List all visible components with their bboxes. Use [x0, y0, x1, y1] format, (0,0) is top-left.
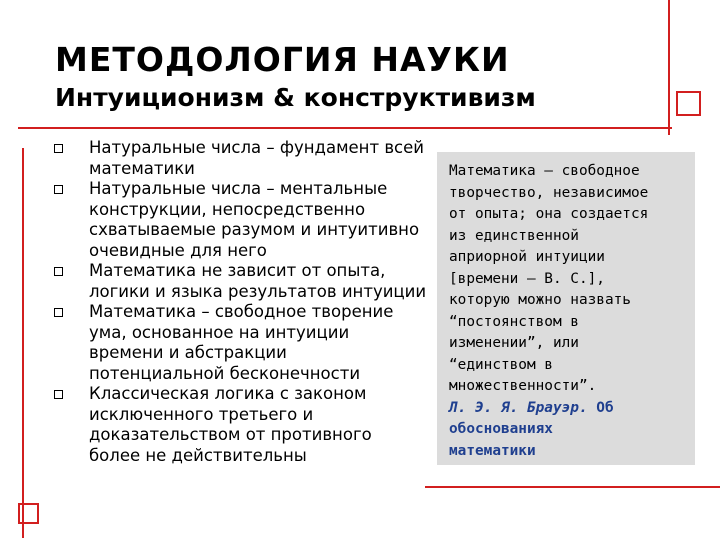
bullet-text: Математика не зависит от опыта, логики и языка результатов интуиции [89, 261, 427, 301]
left-vertical-rule [22, 148, 24, 538]
quote-panel [437, 152, 695, 465]
top-right-vertical-rule [668, 0, 670, 135]
bullet-item [52, 261, 427, 302]
square-bullet-icon [54, 390, 63, 399]
bullet-text: Натуральные числа – ментальные конструкции, непосредственно схватываемые разумом и интуитивно очевидные для него [89, 179, 420, 260]
bullet-text: Натуральные числа – фундамент всей математики [89, 138, 424, 178]
bullet-item [52, 384, 427, 466]
top-rule [18, 127, 672, 129]
quote-body: Математика – свободное творчество, независимое от опыта; она создается из единственной априорной интуиции [времени – В. С.], которую можно назвать “постоянством в изменении”, или “единством в множественности”. [449, 163, 649, 394]
bottom-rule [425, 486, 720, 488]
square-bullet-icon [54, 144, 63, 153]
quote-author: Л. Э. Я. Брауэр. [449, 399, 588, 416]
square-bullet-icon [54, 267, 63, 276]
top-right-accent-box [676, 91, 701, 116]
quote-source: Об обоснованиях математики [449, 399, 614, 459]
bottom-left-accent-box [18, 503, 39, 524]
slide-title: МЕТОДОЛОГИЯ НАУКИ [55, 40, 510, 79]
bullet-text: Математика – свободное творение ума, основанное на интуиции времени и абстракции потенциальной бесконечности [89, 302, 394, 383]
slide-subtitle: Интуиционизм & конструктивизм [55, 83, 536, 112]
bullet-item [52, 138, 427, 179]
square-bullet-icon [54, 308, 63, 317]
square-bullet-icon [54, 185, 63, 194]
bullet-item [52, 302, 427, 384]
bullet-text: Классическая логика с законом исключенного третьего и доказательством от противного более не действительны [89, 384, 372, 465]
bullet-list [52, 138, 427, 466]
bullet-item [52, 179, 427, 261]
quote-text [449, 161, 689, 462]
